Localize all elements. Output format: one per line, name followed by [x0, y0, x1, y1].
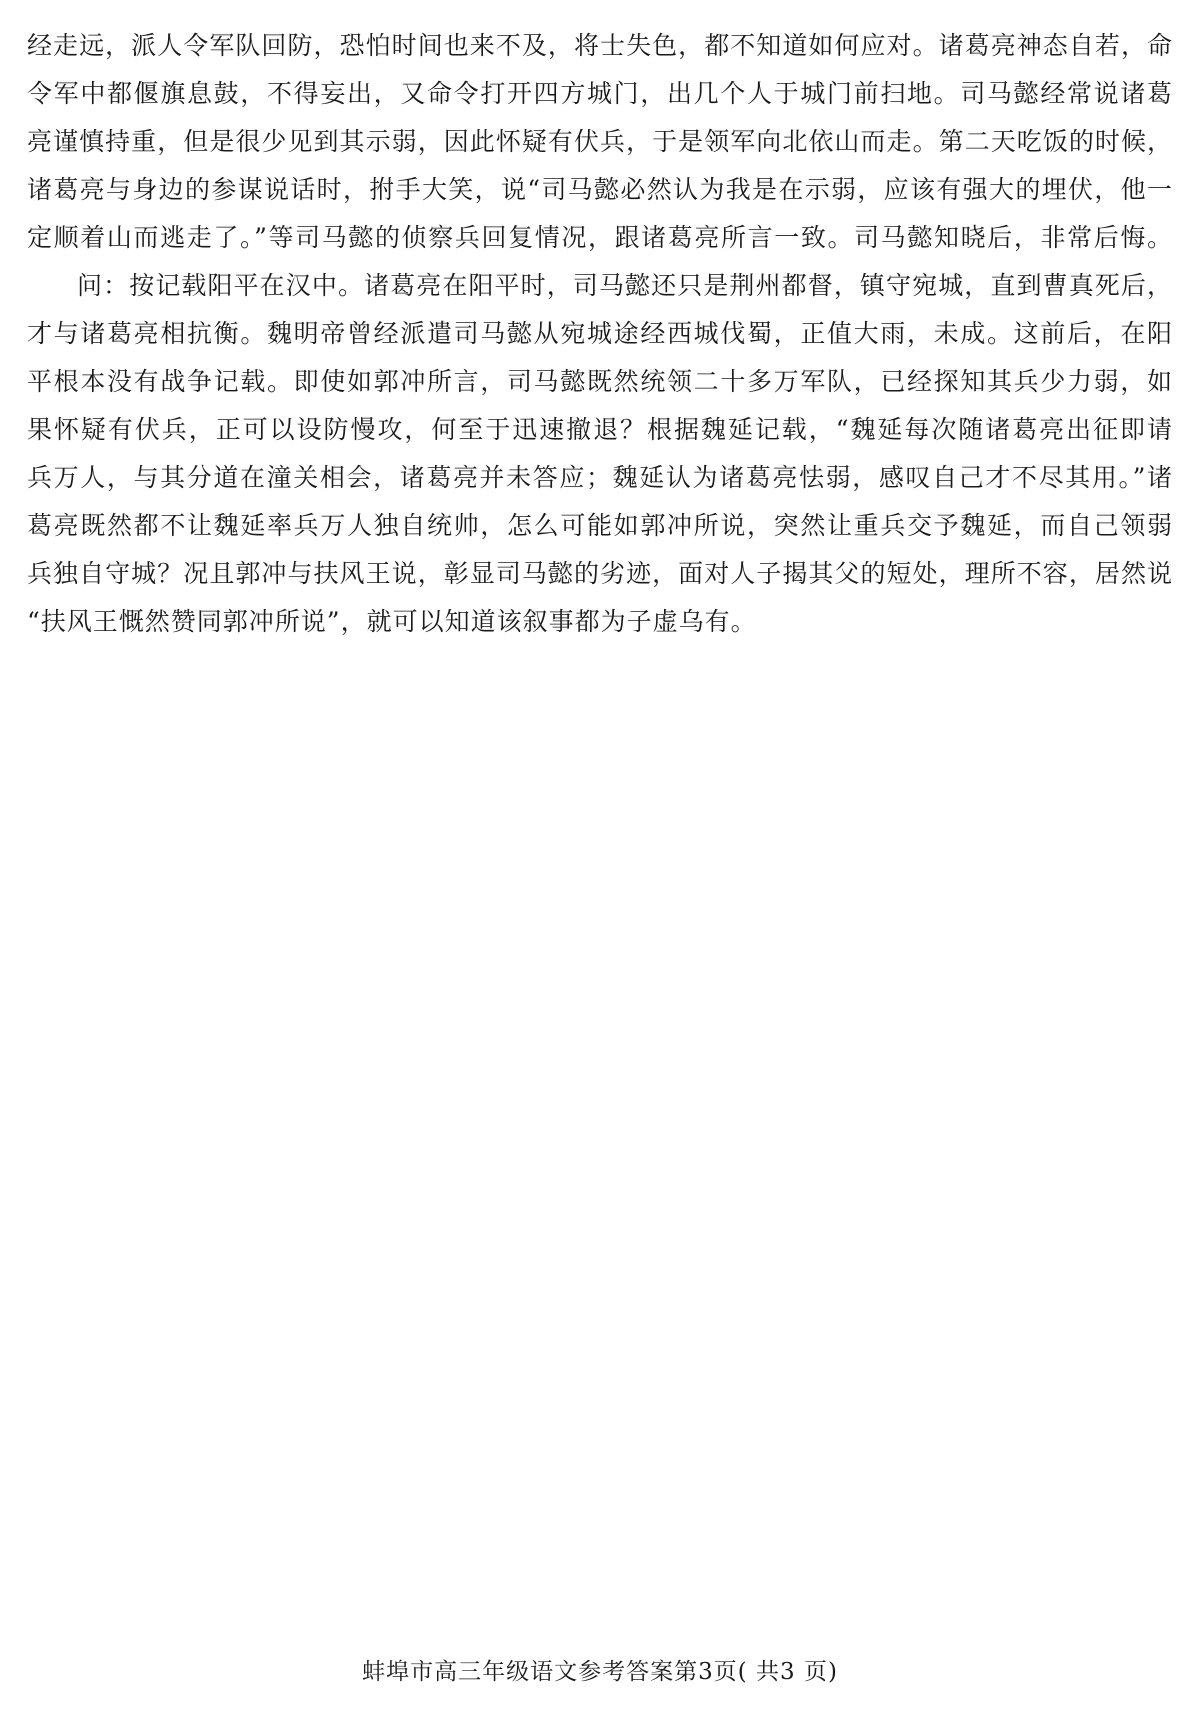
text-line: 平根本没有战争记载。即使如郭冲所言，司马懿既然统领二十多万军队，已经探知其兵少力弱，如 — [27, 367, 1173, 396]
text-line: 亮谨慎持重，但是很少见到其示弱，因此怀疑有伏兵，于是领军向北依山而走。第二天吃饭的时候， — [27, 127, 1173, 156]
text-line: 兵独自守城？况且郭冲与扶风王说，彰显司马懿的劣迹，面对人子揭其父的短处，理所不容，居然说 — [27, 559, 1173, 588]
text-line: 兵万人，与其分道在潼关相会，诸葛亮并未答应；魏延认为诸葛亮怯弱，感叹自己才不尽其用。”诸 — [27, 463, 1173, 492]
text-line: 定顺着山而逃走了。”等司马懿的侦察兵回复情况，跟诸葛亮所言一致。司马懿知晓后，非常后悔。 — [27, 223, 1173, 252]
text-line: 问：按记载阳平在汉中。诸葛亮在阳平时，司马懿还只是荆州都督，镇守宛城，直到曹真死后， — [77, 271, 1173, 300]
text-line: “扶风王慨然赞同郭冲所说”，就可以知道该叙事都为子虚乌有。 — [27, 607, 757, 636]
document-body — [27, 22, 1173, 646]
page-footer: 蚌埠市高三年级语文参考答案第3页( 共3 页) — [362, 1659, 838, 1685]
paragraph — [27, 262, 1173, 646]
text-line: 葛亮既然都不让魏延率兵万人独自统帅，怎么可能如郭冲所说，突然让重兵交予魏延，而自己领弱 — [27, 511, 1173, 540]
text-line: 令军中都偃旗息鼓，不得妄出，又命令打开四方城门，出几个人于城门前扫地。司马懿经常说诸葛 — [27, 79, 1173, 108]
text-line: 才与诸葛亮相抗衡。魏明帝曾经派遣司马懿从宛城途经西城伐蜀，正值大雨，未成。这前后，在阳 — [27, 319, 1173, 348]
paragraph — [27, 22, 1173, 262]
text-line: 果怀疑有伏兵，正可以设防慢攻，何至于迅速撤退？根据魏延记载，“魏延每次随诸葛亮出征即请 — [27, 415, 1173, 444]
text-line: 诸葛亮与身边的参谋说话时，拊手大笑，说“司马懿必然认为我是在示弱，应该有强大的埋伏，他一 — [27, 175, 1173, 204]
text-line: 经走远，派人令军队回防，恐怕时间也来不及，将士失色，都不知道如何应对。诸葛亮神态自若，命 — [27, 31, 1173, 60]
